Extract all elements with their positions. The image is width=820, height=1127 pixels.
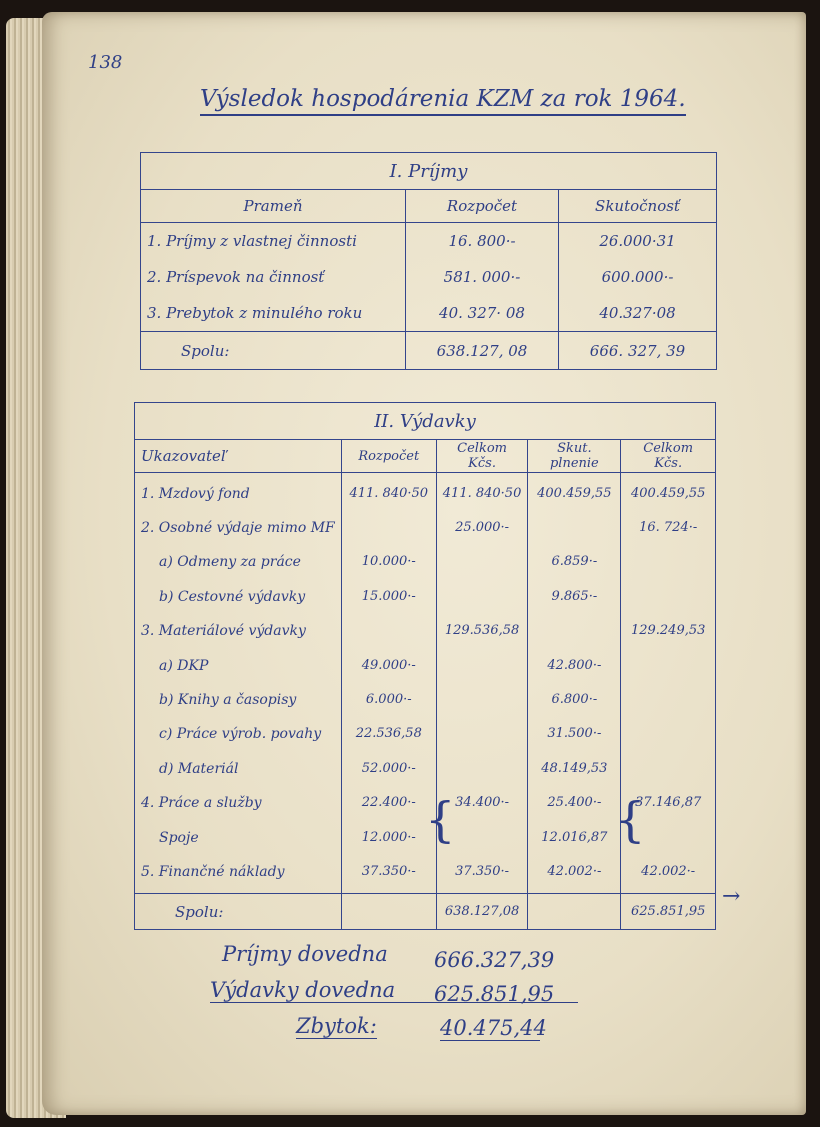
expense-row-label: b) Cestovné výdavky — [159, 588, 306, 605]
expenses-header-budget-total: Celkom Kčs. — [436, 440, 528, 473]
expense-row-actual: 31.500·- — [547, 726, 602, 742]
expense-row-actual: 6.859·- — [551, 554, 598, 570]
expense-row-actual-total: 42.002·- — [641, 863, 696, 879]
expenses-total-budget: 638.127,08 — [436, 894, 528, 930]
income-row-actual: 40.327·08 — [599, 304, 676, 322]
income-row-budget: 16. 800·- — [448, 232, 516, 250]
expense-row-label: 2. Osobné výdaje mimo MF — [141, 520, 335, 537]
expense-row-label: 3. Materiálové výdavky — [141, 623, 306, 640]
expense-row-actual-total: 400.459,55 — [630, 485, 706, 501]
table-row — [141, 223, 717, 332]
expenses-total-actual: 625.851,95 — [621, 894, 716, 930]
income-header-budget: Rozpočet — [406, 190, 559, 223]
arrow-icon: → — [722, 884, 741, 909]
expenses-header-actual: Skut. plnenie — [528, 440, 621, 473]
expense-row-budget: 411. 840·50 — [349, 485, 429, 501]
income-table — [140, 152, 717, 370]
income-row-budget: 581. 000·- — [443, 268, 521, 286]
expense-row-actual: 9.865·- — [551, 588, 598, 604]
income-row-actual: 600.000·- — [601, 268, 674, 286]
income-header-source: Prameň — [141, 190, 406, 223]
income-row-budget: 40. 327· 08 — [439, 304, 525, 322]
expense-row-actual-total: 16. 724·- — [639, 520, 698, 536]
expense-row-actual-total — [627, 649, 709, 683]
summary-surplus-label: Zbytok: — [296, 1014, 377, 1038]
income-row-label: 3. Prebytok z minulého roku — [147, 304, 363, 322]
expenses-total-label: Spolu: — [135, 894, 342, 930]
expense-row-label: a) Odmeny za práce — [159, 554, 301, 571]
expense-row-budget-total: 411. 840·50 — [442, 485, 522, 501]
expense-row-label: c) Práce výrob. povahy — [159, 726, 322, 743]
expense-row-actual: 25.400·- — [547, 795, 602, 811]
expense-row-actual: 48.149,53 — [541, 760, 608, 776]
expense-row-budget-total: 25.000·- — [455, 520, 510, 536]
expense-row-actual: 400.459,55 — [537, 485, 612, 501]
expense-row-budget — [348, 614, 430, 648]
summary-income-value: 666.327,39 — [434, 948, 555, 972]
expense-row-budget-total — [443, 752, 522, 786]
expense-row-label: Spoje — [159, 829, 199, 846]
brace-right: { — [615, 792, 646, 848]
expenses-total-row — [135, 894, 716, 930]
income-row-label: 2. Príspevok na činnosť — [147, 268, 325, 286]
expense-row-actual: 6.800·- — [551, 692, 598, 707]
page-title: Výsledok hospodárenia KZM za rok 1964. — [200, 86, 686, 116]
expense-row-budget: 6.000·- — [365, 692, 412, 707]
expense-row-label: 4. Práce a služby — [141, 795, 262, 812]
expense-row-budget-total — [443, 649, 522, 683]
expenses-header-budget: Rozpočet — [341, 440, 436, 473]
income-row-actual: 26.000·31 — [599, 232, 676, 250]
expense-row-actual-total — [627, 683, 709, 717]
expenses-table — [134, 402, 716, 930]
expense-row-budget: 22.536,58 — [355, 726, 422, 742]
page-number: 138 — [88, 52, 123, 73]
summary-surplus-value: 40.475,44 — [440, 1016, 547, 1040]
expense-row-budget-total — [443, 545, 522, 579]
summary-expense-label: Výdavky dovedna — [210, 978, 578, 1003]
expense-row-budget-total: 37.350·- — [455, 863, 510, 879]
expense-row-actual-total — [627, 752, 709, 786]
expense-row-budget: 10.000·- — [361, 554, 416, 570]
income-total-row — [141, 332, 717, 370]
expense-row-actual — [534, 511, 614, 545]
expense-row-actual-total — [627, 717, 709, 751]
income-section-title: I. Príjmy — [141, 153, 717, 190]
expense-row-label: 1. Mzdový fond — [141, 485, 250, 502]
expense-row-budget-total — [443, 580, 522, 614]
expenses-header-indicator: Ukazovateľ — [135, 440, 342, 473]
expense-row-budget: 49.000·- — [361, 657, 416, 673]
income-total-budget: 638.127, 08 — [406, 332, 559, 370]
expense-row-actual-total — [627, 580, 709, 614]
expense-row-budget-total — [443, 717, 522, 751]
expense-row-budget: 12.000·- — [361, 829, 416, 845]
expense-row-budget-total — [443, 683, 522, 717]
summary-expense-value: 625.851,95 — [434, 982, 555, 1006]
income-total-label: Spolu: — [141, 332, 406, 370]
expense-row-budget: 22.400·- — [361, 795, 416, 811]
income-total-actual: 666. 327, 39 — [559, 332, 717, 370]
expense-row-budget: 52.000·- — [361, 760, 416, 776]
expense-row-actual-total: 37.146,87 — [635, 795, 702, 811]
brace-left: { — [425, 792, 456, 848]
income-row-label: 1. Príjmy z vlastnej činnosti — [147, 232, 357, 250]
expense-row-actual: 42.002·- — [547, 863, 602, 879]
expense-row-budget: 37.350·- — [361, 863, 416, 879]
expense-row-actual-total — [627, 545, 709, 579]
expense-row-label: d) Materiál — [159, 760, 239, 777]
expense-row-actual-total: 129.249,53 — [630, 623, 706, 639]
expense-row-actual: 42.800·- — [547, 657, 602, 673]
expense-row-budget: 15.000·- — [361, 588, 416, 604]
expense-row-label: a) DKP — [159, 657, 209, 674]
expense-row-label: b) Knihy a časopisy — [159, 692, 297, 708]
expenses-header-actual-total: Celkom Kčs. — [621, 440, 716, 473]
expense-row-budget-total: 34.400·- — [455, 795, 510, 811]
expense-row-label: 5. Finančné náklady — [141, 863, 285, 880]
summary-income-label: Príjmy dovedna — [222, 942, 388, 966]
income-header-actual: Skutočnosť — [559, 190, 717, 223]
expense-row-actual — [534, 614, 614, 648]
expenses-section-title: II. Výdavky — [135, 403, 716, 440]
expense-row-budget — [348, 511, 430, 545]
expense-row-actual: 12.016,87 — [541, 829, 608, 845]
expense-row-budget-total: 129.536,58 — [444, 623, 520, 639]
